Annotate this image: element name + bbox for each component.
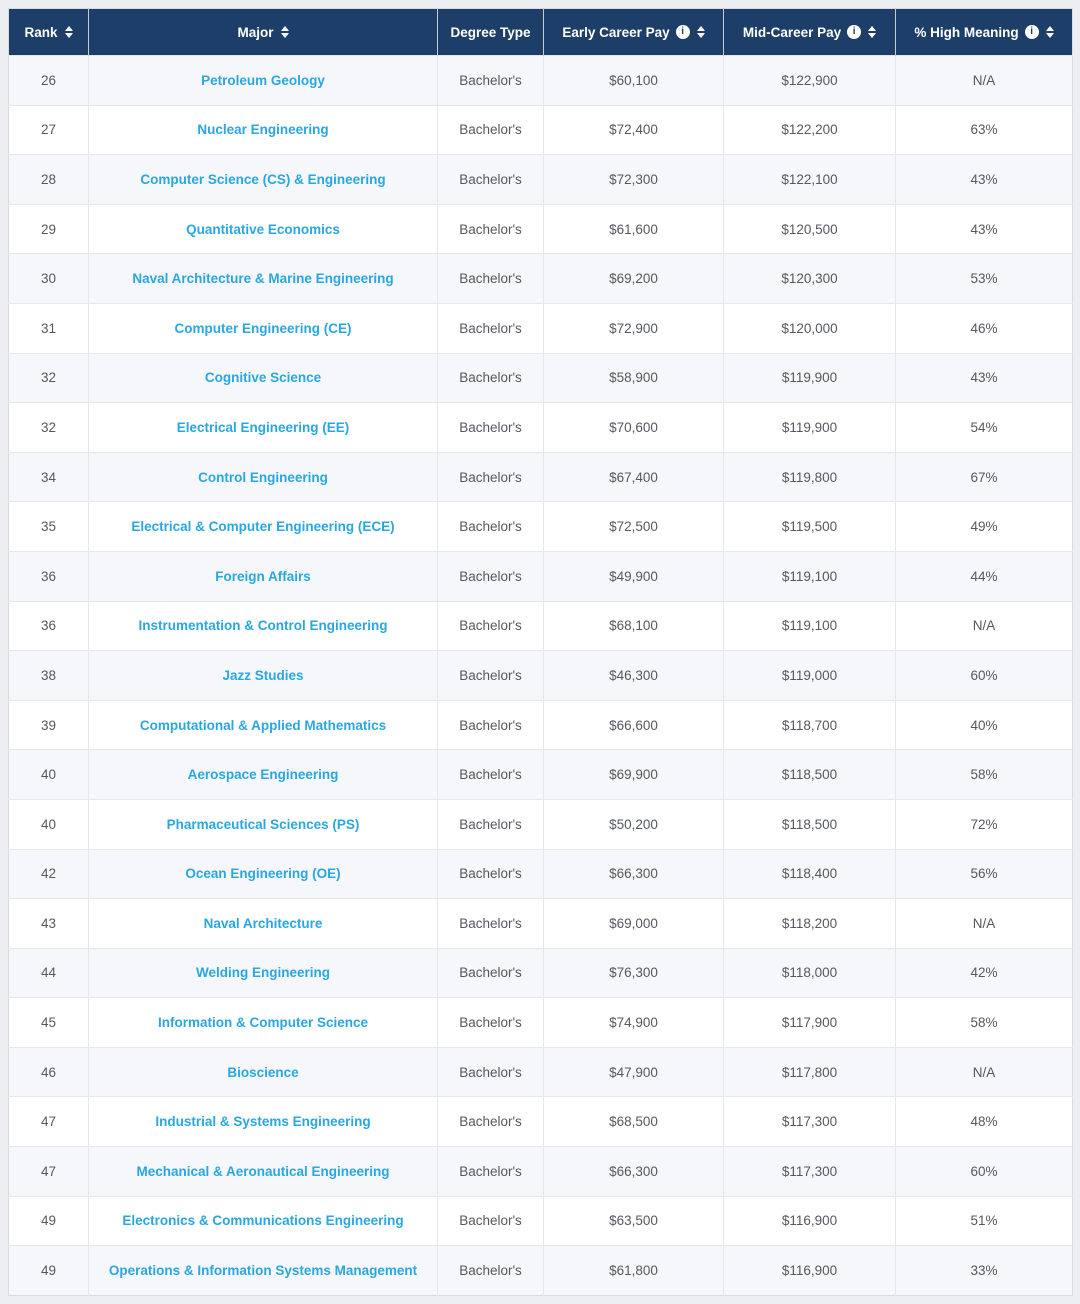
major-link[interactable]: Bioscience [227,1064,299,1080]
early-career-pay-cell: $72,400 [544,105,724,155]
mid-career-pay-cell: $122,200 [724,105,896,155]
mid-career-pay-cell: $118,400 [724,849,896,899]
high-meaning-cell: 58% [896,998,1073,1048]
table-row [9,502,1073,552]
high-meaning-cell: 53% [896,254,1073,304]
major-link[interactable]: Electronics & Communications Engineering [122,1213,404,1229]
degree-type-cell: Bachelor's [438,998,544,1048]
high-meaning-cell: N/A [896,56,1073,106]
early-career-pay-cell: $58,900 [544,353,724,403]
high-meaning-cell: 54% [896,403,1073,453]
major-cell [89,1147,438,1197]
major-cell [89,56,438,106]
major-cell [89,651,438,701]
table-row [9,403,1073,453]
info-circle-icon[interactable]: i [847,25,861,39]
mid-career-pay-cell: $119,900 [724,403,896,453]
mid-career-pay-cell: $118,200 [724,899,896,949]
early-career-pay-cell: $68,500 [544,1097,724,1147]
high-meaning-cell: 58% [896,750,1073,800]
degree-type-cell: Bachelor's [438,799,544,849]
table-row [9,1196,1073,1246]
degree-type-cell: Bachelor's [438,1097,544,1147]
rank-cell: 46 [9,1047,89,1097]
major-cell [89,105,438,155]
degree-type-cell: Bachelor's [438,1147,544,1197]
mid-career-pay-cell: $122,900 [724,56,896,106]
rank-cell: 40 [9,799,89,849]
mid-career-pay-cell: $117,300 [724,1097,896,1147]
major-link[interactable]: Foreign Affairs [215,568,311,584]
table-row [9,303,1073,353]
major-cell [89,155,438,205]
degree-type-cell: Bachelor's [438,1246,544,1296]
early-career-pay-cell: $69,000 [544,899,724,949]
rank-cell: 42 [9,849,89,899]
early-career-pay-cell: $67,400 [544,452,724,502]
table-row [9,799,1073,849]
degree-type-cell: Bachelor's [438,452,544,502]
info-circle-icon[interactable]: i [1025,25,1039,39]
table-row [9,601,1073,651]
mid-career-pay-cell: $119,800 [724,452,896,502]
major-cell [89,204,438,254]
major-cell [89,1196,438,1246]
column-header-rank[interactable] [9,9,89,56]
major-cell [89,849,438,899]
high-meaning-cell: N/A [896,601,1073,651]
major-link[interactable]: Naval Architecture & Marine Engineering [132,271,394,287]
rank-cell: 27 [9,105,89,155]
major-link[interactable]: Ocean Engineering (OE) [185,866,341,882]
mid-career-pay-cell: $120,300 [724,254,896,304]
degree-type-cell: Bachelor's [438,948,544,998]
degree-type-cell: Bachelor's [438,303,544,353]
major-link[interactable]: Computational & Applied Mathematics [139,717,387,733]
rank-cell: 49 [9,1246,89,1296]
degree-type-cell: Bachelor's [438,700,544,750]
major-cell [89,452,438,502]
major-cell [89,799,438,849]
sort-arrows-icon [281,26,289,38]
early-career-pay-cell: $46,300 [544,651,724,701]
high-meaning-cell: 33% [896,1246,1073,1296]
major-link[interactable]: Mechanical & Aeronautical Engineering [136,1163,390,1179]
sort-arrows-icon [697,26,705,38]
sort-arrows-icon [868,26,876,38]
table-row [9,1147,1073,1197]
major-cell [89,254,438,304]
major-link[interactable]: Control Engineering [198,469,328,485]
table-row [9,56,1073,106]
mid-career-pay-cell: $119,900 [724,353,896,403]
high-meaning-cell: N/A [896,899,1073,949]
table-row [9,551,1073,601]
table-row [9,1097,1073,1147]
early-career-pay-cell: $63,500 [544,1196,724,1246]
degree-type-cell: Bachelor's [438,849,544,899]
early-career-pay-cell: $74,900 [544,998,724,1048]
degree-type-cell: Bachelor's [438,105,544,155]
rank-cell: 31 [9,303,89,353]
major-link[interactable]: Cognitive Science [204,370,322,386]
mid-career-pay-cell: $118,000 [724,948,896,998]
early-career-pay-cell: $49,900 [544,551,724,601]
major-cell [89,403,438,453]
major-link[interactable]: Industrial & Systems Engineering [155,1114,371,1130]
mid-career-pay-cell: $116,900 [724,1196,896,1246]
table-row [9,353,1073,403]
major-cell [89,502,438,552]
high-meaning-cell: 43% [896,353,1073,403]
degree-type-cell: Bachelor's [438,204,544,254]
mid-career-pay-cell: $118,700 [724,700,896,750]
major-cell [89,601,438,651]
high-meaning-cell: 42% [896,948,1073,998]
column-label-early: Early Career Pay [562,24,670,40]
major-link[interactable]: Nuclear Engineering [197,122,329,138]
major-cell [89,1246,438,1296]
table-row [9,899,1073,949]
major-link[interactable]: Petroleum Geology [201,72,325,88]
major-link[interactable]: Computer Engineering (CE) [174,320,352,336]
rank-cell: 26 [9,56,89,106]
mid-career-pay-cell: $120,500 [724,204,896,254]
high-meaning-cell: 46% [896,303,1073,353]
degree-type-cell: Bachelor's [438,1047,544,1097]
early-career-pay-cell: $69,200 [544,254,724,304]
degree-type-cell: Bachelor's [438,155,544,205]
early-career-pay-cell: $66,300 [544,849,724,899]
column-header-early[interactable] [544,9,724,56]
high-meaning-cell: 51% [896,1196,1073,1246]
table-row [9,849,1073,899]
mid-career-pay-cell: $117,800 [724,1047,896,1097]
column-header-major[interactable] [89,9,438,56]
rank-cell: 43 [9,899,89,949]
degree-type-cell: Bachelor's [438,502,544,552]
table-row [9,998,1073,1048]
early-career-pay-cell: $76,300 [544,948,724,998]
table-row [9,1047,1073,1097]
high-meaning-cell: 67% [896,452,1073,502]
early-career-pay-cell: $66,600 [544,700,724,750]
major-cell [89,899,438,949]
rank-cell: 32 [9,403,89,453]
early-career-pay-cell: $60,100 [544,56,724,106]
major-cell [89,1097,438,1147]
high-meaning-cell: N/A [896,1047,1073,1097]
high-meaning-cell: 63% [896,105,1073,155]
early-career-pay-cell: $69,900 [544,750,724,800]
mid-career-pay-cell: $117,300 [724,1147,896,1197]
rank-cell: 34 [9,452,89,502]
sort-arrows-icon [1046,26,1054,38]
major-cell [89,353,438,403]
major-link[interactable]: Instrumentation & Control Engineering [138,618,388,634]
high-meaning-cell: 56% [896,849,1073,899]
table-row [9,948,1073,998]
major-link[interactable]: Welding Engineering [195,965,330,981]
major-link[interactable]: Pharmaceutical Sciences (PS) [166,816,360,832]
early-career-pay-cell: $66,300 [544,1147,724,1197]
major-link[interactable]: Electrical & Computer Engineering (ECE) [131,519,395,535]
major-cell [89,998,438,1048]
mid-career-pay-cell: $120,000 [724,303,896,353]
rank-cell: 36 [9,601,89,651]
degree-type-cell: Bachelor's [438,56,544,106]
early-career-pay-cell: $70,600 [544,403,724,453]
major-link[interactable]: Operations & Information Systems Management [108,1263,418,1279]
major-link[interactable]: Quantitative Economics [186,221,340,237]
rank-cell: 29 [9,204,89,254]
column-header-degree [438,9,544,56]
degree-type-cell: Bachelor's [438,601,544,651]
rank-cell: 30 [9,254,89,304]
column-label-meaning: % High Meaning [914,24,1019,40]
rank-cell: 35 [9,502,89,552]
early-career-pay-cell: $50,200 [544,799,724,849]
early-career-pay-cell: $61,600 [544,204,724,254]
early-career-pay-cell: $61,800 [544,1246,724,1296]
mid-career-pay-cell: $119,000 [724,651,896,701]
degree-type-cell: Bachelor's [438,254,544,304]
high-meaning-cell: 60% [896,1147,1073,1197]
column-label-mid: Mid-Career Pay [742,24,842,40]
mid-career-pay-cell: $119,500 [724,502,896,552]
high-meaning-cell: 43% [896,155,1073,205]
rank-cell: 45 [9,998,89,1048]
major-link[interactable]: Computer Science (CS) & Engineering [140,171,386,187]
degree-type-cell: Bachelor's [438,651,544,701]
table-row [9,204,1073,254]
table-header [9,9,1073,56]
rank-cell: 32 [9,353,89,403]
sort-arrows-icon [65,26,73,38]
major-cell [89,948,438,998]
column-label-degree: Degree Type [450,24,531,40]
column-header-mid[interactable] [724,9,896,56]
major-cell [89,551,438,601]
high-meaning-cell: 72% [896,799,1073,849]
mid-career-pay-cell: $122,100 [724,155,896,205]
early-career-pay-cell: $68,100 [544,601,724,651]
mid-career-pay-cell: $119,100 [724,601,896,651]
degree-type-cell: Bachelor's [438,750,544,800]
column-label-rank: Rank [24,24,58,40]
table-body [9,56,1073,1296]
college-majors-salary-table [8,8,1073,1296]
table-row [9,750,1073,800]
high-meaning-cell: 44% [896,551,1073,601]
major-link[interactable]: Aerospace Engineering [187,767,339,783]
mid-career-pay-cell: $116,900 [724,1246,896,1296]
degree-type-cell: Bachelor's [438,403,544,453]
table-row [9,1246,1073,1296]
table-row [9,452,1073,502]
high-meaning-cell: 49% [896,502,1073,552]
header-row [9,9,1073,56]
major-link[interactable]: Naval Architecture [203,915,323,931]
mid-career-pay-cell: $119,100 [724,551,896,601]
high-meaning-cell: 43% [896,204,1073,254]
table-row [9,155,1073,205]
major-link[interactable]: Information & Computer Science [157,1015,369,1031]
degree-type-cell: Bachelor's [438,353,544,403]
major-cell [89,303,438,353]
info-circle-icon[interactable]: i [676,25,690,39]
mid-career-pay-cell: $118,500 [724,799,896,849]
rank-cell: 40 [9,750,89,800]
early-career-pay-cell: $72,300 [544,155,724,205]
column-label-major: Major [237,24,274,40]
rank-cell: 36 [9,551,89,601]
degree-type-cell: Bachelor's [438,1196,544,1246]
rank-cell: 49 [9,1196,89,1246]
degree-type-cell: Bachelor's [438,551,544,601]
major-cell [89,750,438,800]
high-meaning-cell: 40% [896,700,1073,750]
table-row [9,105,1073,155]
major-link[interactable]: Electrical Engineering (EE) [176,419,350,435]
mid-career-pay-cell: $118,500 [724,750,896,800]
high-meaning-cell: 60% [896,651,1073,701]
rank-cell: 44 [9,948,89,998]
column-header-meaning[interactable] [896,9,1073,56]
rank-cell: 39 [9,700,89,750]
major-cell [89,700,438,750]
rank-cell: 38 [9,651,89,701]
table-row [9,651,1073,701]
rank-cell: 28 [9,155,89,205]
table-row [9,700,1073,750]
major-cell [89,1047,438,1097]
high-meaning-cell: 48% [896,1097,1073,1147]
rank-cell: 47 [9,1147,89,1197]
mid-career-pay-cell: $117,900 [724,998,896,1048]
early-career-pay-cell: $47,900 [544,1047,724,1097]
early-career-pay-cell: $72,900 [544,303,724,353]
rank-cell: 47 [9,1097,89,1147]
table-row [9,254,1073,304]
major-link[interactable]: Jazz Studies [222,667,304,683]
degree-type-cell: Bachelor's [438,899,544,949]
early-career-pay-cell: $72,500 [544,502,724,552]
